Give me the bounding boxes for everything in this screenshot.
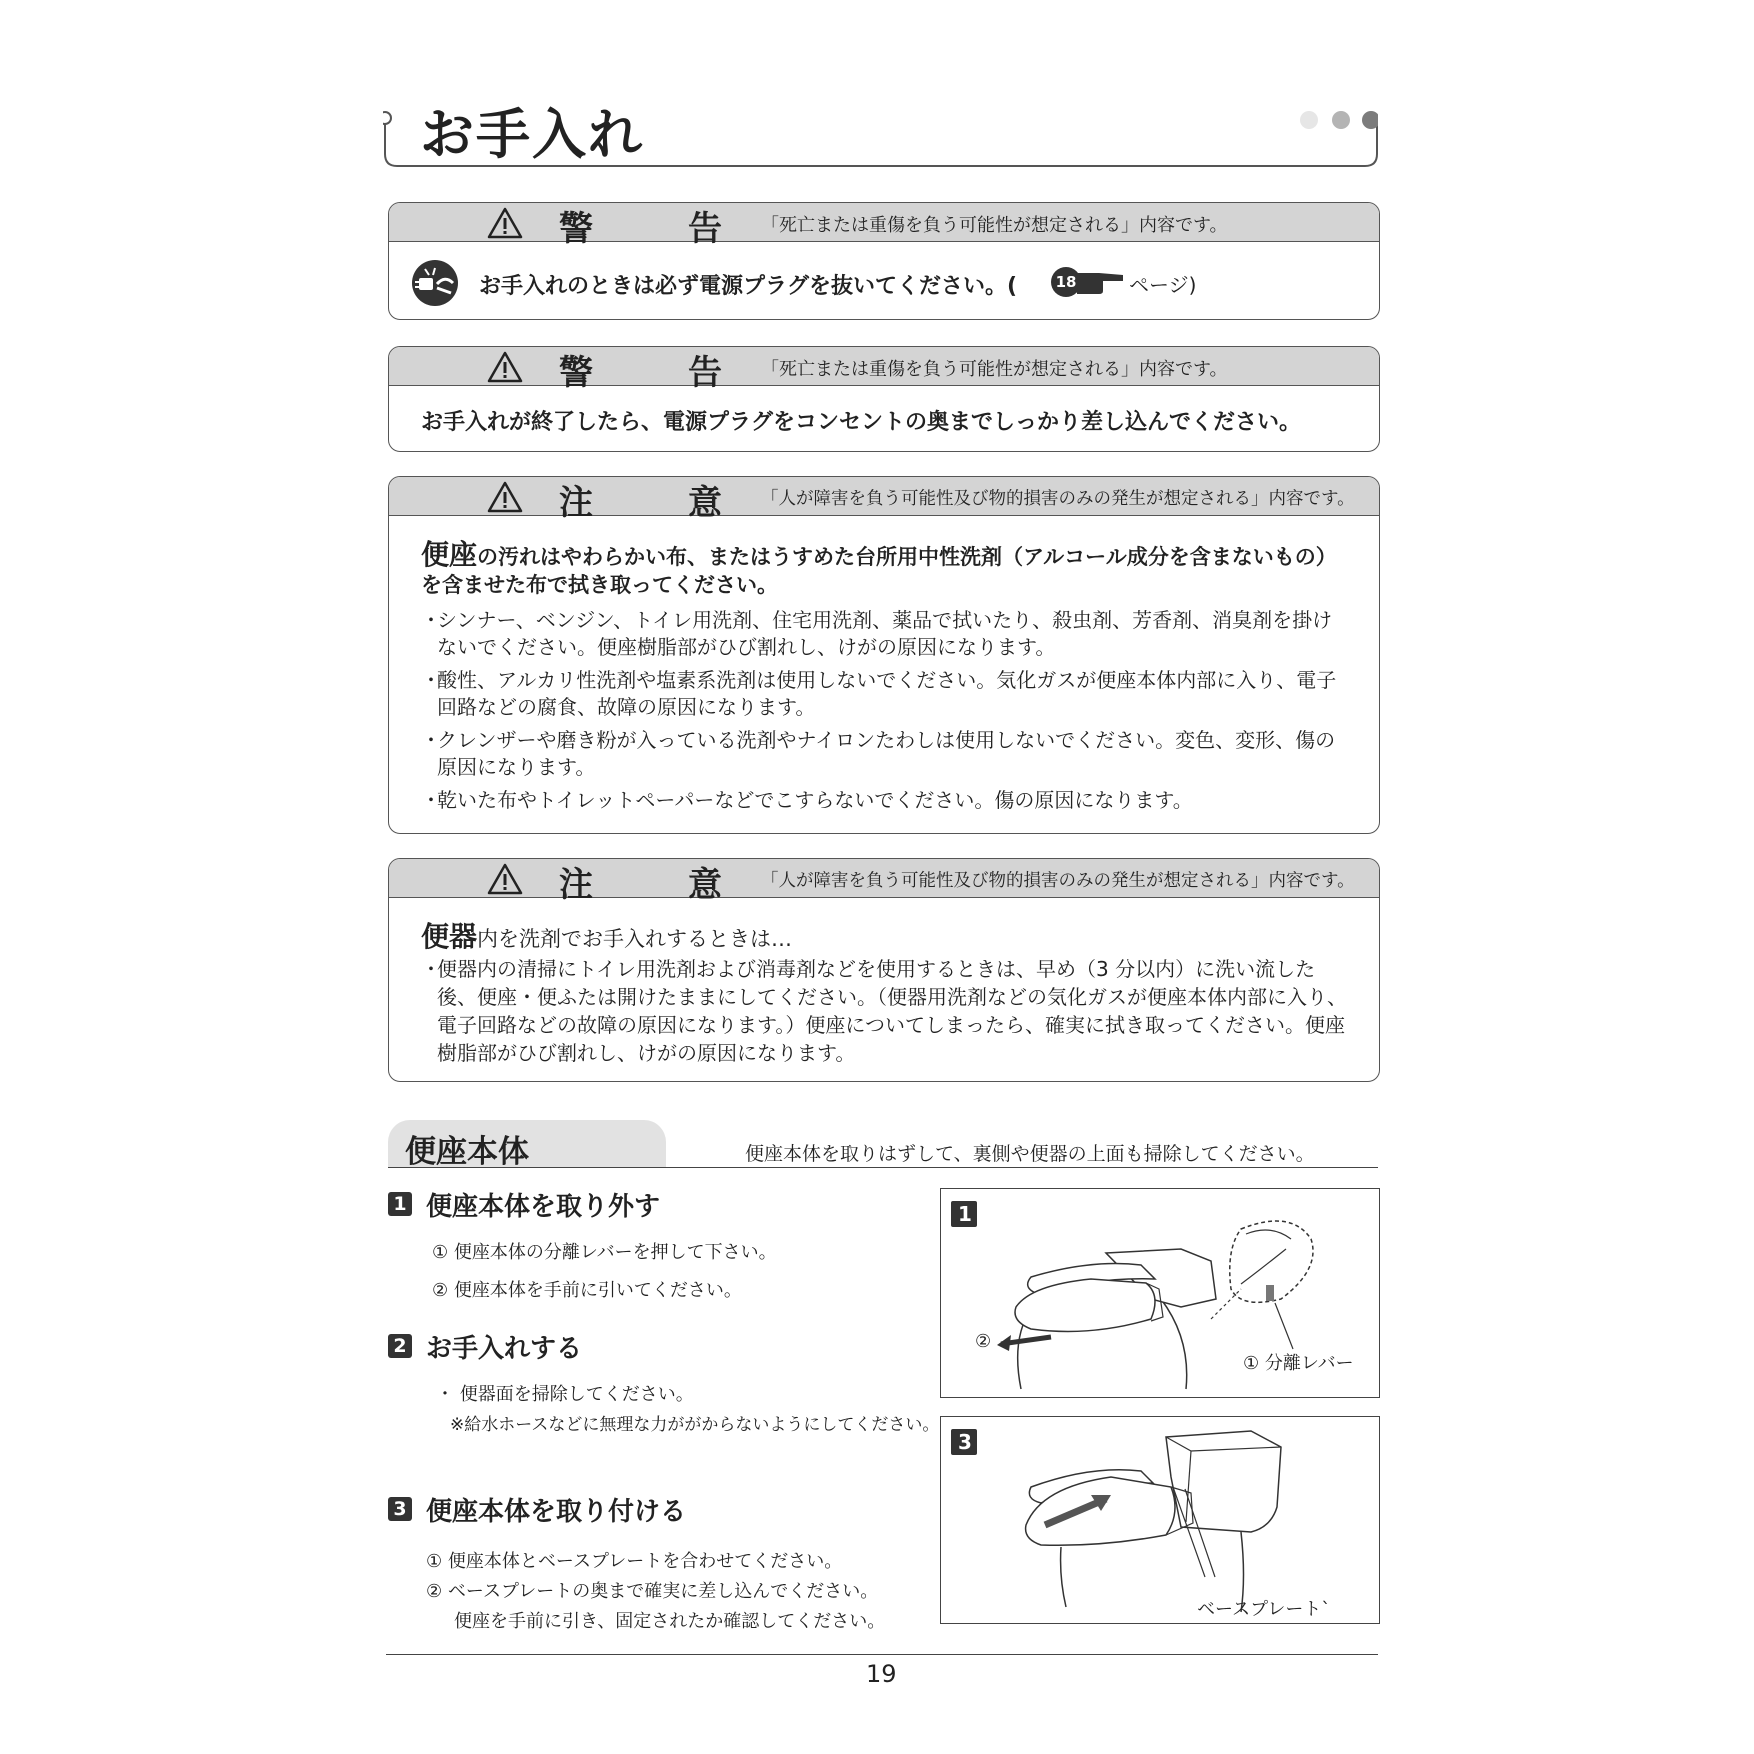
page-ref-suffix: ページ) (1129, 273, 1197, 297)
step-line: ② 便座本体を手前に引いてください。 (432, 1280, 742, 1301)
figure-step-3 (940, 1416, 1380, 1624)
lead-text: の汚れはやわらかい布、またはうすめた台所用中性洗剤（アルコール成分を含まないもの） (477, 545, 1337, 569)
warning-box-2 (388, 346, 1380, 452)
step-title: 便座本体を取り外す (426, 1192, 661, 1222)
figure-number: 1 (958, 1202, 972, 1226)
warning-header (389, 347, 1379, 393)
section-rule (388, 1167, 1378, 1168)
warning-label: 警告 (559, 209, 817, 249)
caution-label: 注意 (559, 483, 817, 523)
caution-description: 「人が障害を負う可能性及び物的損害のみの発生が想定される」内容です。 (761, 489, 1355, 509)
caution-lead (421, 533, 1337, 573)
page-ref-badge: 18 (1051, 267, 1081, 297)
caution-header (389, 859, 1379, 905)
warning-description: 「死亡または重傷を負う可能性が想定される」内容です。 (761, 359, 1228, 380)
caution-box-1 (388, 476, 1380, 834)
toilet-seat-attach-illustration (941, 1417, 1379, 1623)
step-number: 3 (388, 1497, 412, 1521)
step-number: 2 (388, 1334, 412, 1358)
caution-lead-cont: を含ませた布で拭き取ってください。 (421, 573, 778, 597)
warning-text: お手入れが終了したら、電源プラグをコンセントの奥までしっかり差し込んでください。 (421, 410, 1302, 435)
step-line: ① 便座本体とベースプレートを合わせてください。 (426, 1551, 843, 1572)
section-title: 便座本体 (405, 1134, 529, 1170)
warning-text: お手入れのときは必ず電源プラグを抜いてください。( (479, 274, 1018, 299)
list-item: ・ 乾いた布やトイレットペーパーなどでこすらないでください。傷の原因になります。 (421, 788, 1193, 812)
figure-number: 3 (958, 1430, 972, 1454)
section-description: 便座本体を取りはずして、裏側や便器の上面も掃除してください。 (745, 1143, 1315, 1165)
step-line: ① 便座本体の分離レバーを押して下さい。 (432, 1242, 777, 1263)
warning-triangle-icon (487, 863, 523, 895)
step-number: 1 (388, 1192, 412, 1216)
lead-keyword: 便器 (421, 920, 478, 953)
warning-triangle-icon (487, 351, 523, 383)
step-title: 便座本体を取り付ける (426, 1497, 687, 1527)
base-plate-callout: ベースプレート` (1197, 1599, 1331, 1620)
warning-header (389, 203, 1379, 249)
page-number: 19 (866, 1660, 897, 1688)
caution-description: 「人が障害を負う可能性及び物的損害のみの発生が想定される」内容です。 (761, 871, 1355, 891)
warning-label: 警告 (559, 353, 817, 393)
list-item: ・ クレンザーや磨き粉が入っている洗剤やナイロンたわしは使用しないでください。変色、変形、傷の原因になります。 (421, 728, 1336, 779)
warning-description: 「死亡または重傷を負う可能性が想定される」内容です。 (761, 215, 1228, 236)
page-title: お手入れ (420, 103, 644, 166)
footer-rule (386, 1654, 1378, 1655)
warning-triangle-icon (487, 207, 523, 239)
pointing-hand-icon (1077, 269, 1125, 295)
unplug-icon (411, 259, 459, 307)
caution-header (389, 477, 1379, 523)
caution-label: 注意 (559, 865, 817, 905)
arrow-label: ② (975, 1331, 992, 1352)
list-item: ・ 酸性、アルカリ性洗剤や塩素系洗剤は使用しないでください。気化ガスが便座本体内部に入り、電子回路などの腐食、故障の原因になります。 (421, 668, 1337, 719)
step-title: お手入れする (426, 1334, 583, 1364)
list-item: ・ 便器内の清掃にトイレ用洗剤および消毒剤などを使用するときは、早め（3 分以内）に洗い流した後、便座・便ふたは開けたままにしてください。（便器用洗剤などの気化ガスが便座本体内部に入り、電子回路などの故障の原因になります。）便座についてしまったら、確実に拭き取ってください。便座樹脂部がひび割れし、けがの原因になります。 (421, 957, 1347, 1065)
step-line: ※給水ホースなどに無理な力ががからないようにしてください。 (450, 1415, 940, 1435)
lead-keyword: 便座 (421, 538, 478, 571)
step-line: ② ベースプレートの奥まで確実に差し込んでください。 (426, 1581, 879, 1602)
caution-lead (421, 915, 792, 955)
step-line: 便座を手前に引き、固定されたか確認してください。 (454, 1611, 886, 1632)
step-line: ・ 便器面を掃除してください。 (436, 1384, 694, 1405)
figure-step-1 (940, 1188, 1380, 1398)
warning-box-1 (388, 202, 1380, 320)
caution-box-2 (388, 858, 1380, 1082)
warning-triangle-icon (487, 481, 523, 513)
lead-text: 内を洗剤でお手入れするときは… (477, 927, 793, 951)
list-item: ・ シンナー、ベンジン、トイレ用洗剤、住宅用洗剤、薬品で拭いたり、殺虫剤、芳香剤、消臭剤を掛けないでください。便座樹脂部がひび割れし、けがの原因になります。 (421, 608, 1333, 659)
lever-callout: ① 分離レバー (1243, 1353, 1354, 1374)
